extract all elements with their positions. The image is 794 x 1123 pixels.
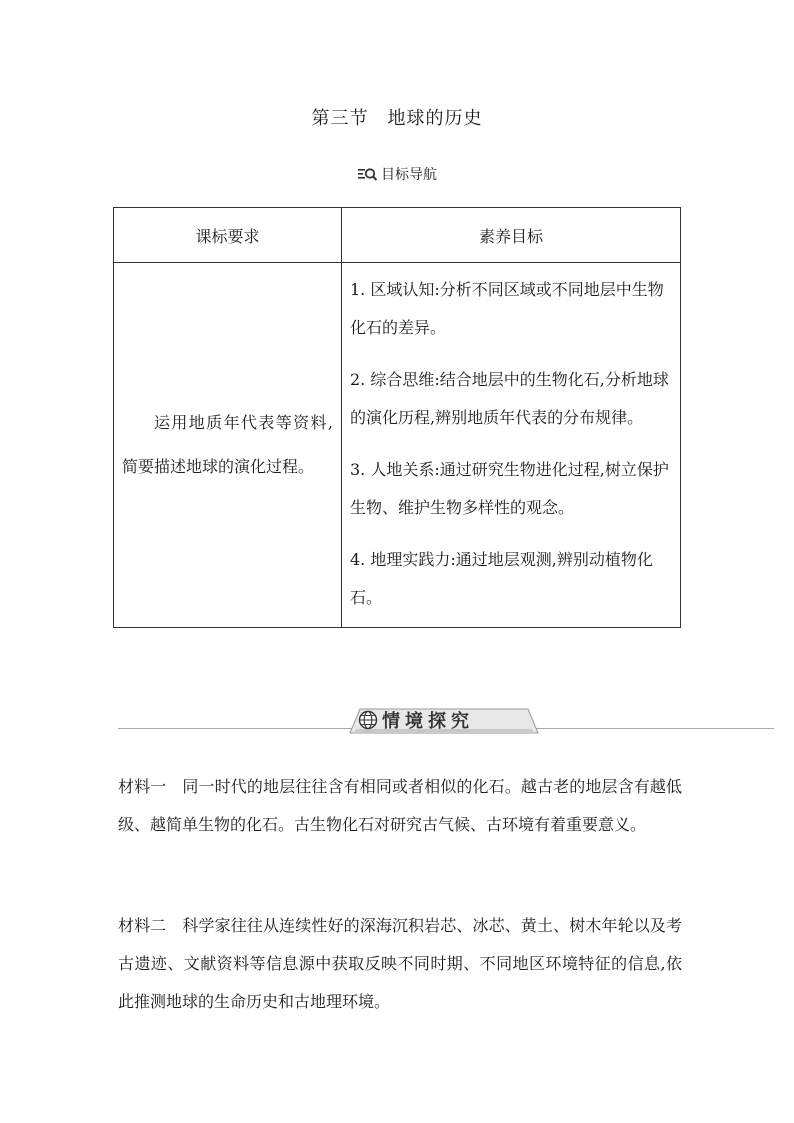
table-header-row — [114, 208, 681, 263]
material-paragraph — [118, 907, 682, 1021]
material-text: 同一时代的地层往往含有相同或者相似的化石。越古老的地层含有越低级、越简单生物的化石。古生物化石对研究古气候、古环境有着重要意义。 — [118, 777, 682, 834]
requirement-cell — [114, 263, 342, 628]
header-competency-goals: 素养目标 — [342, 208, 681, 263]
goal-item: 2. 综合思维:结合地层中的生物化石,分析地球的演化历程,辨别地质年代表的分布规律。 — [350, 370, 669, 427]
section-title: 第三节 地球的历史 — [311, 108, 483, 129]
goals-cell — [342, 263, 681, 628]
requirement-text: 运用地质年代表等资料,简要描述地球的演化过程。 — [122, 413, 333, 476]
goals-table — [113, 207, 681, 628]
nav-heading-label: 目标导航 — [381, 167, 437, 183]
section-banner — [118, 706, 774, 736]
material-text: 科学家往往从连续性好的深海沉积岩芯、冰芯、黄土、树木年轮以及考古遗迹、文献资料等信息源中获取反映不同时期、不同地区环境特征的信息,依此推测地球的生命历史和古地理环境。 — [118, 916, 682, 1011]
material-paragraph — [118, 768, 682, 844]
header-curriculum-requirement: 课标要求 — [114, 208, 342, 263]
table-body-row — [114, 263, 681, 628]
magnifier-list-icon — [357, 166, 379, 182]
goal-item: 3. 人地关系:通过研究生物进化过程,树立保护生物、维护生物多样性的观念。 — [350, 460, 669, 517]
material-label: 材料二 — [118, 916, 167, 935]
banner-label: 情境探究 — [382, 711, 474, 732]
goal-item: 4. 地理实践力:通过地层观测,辨别动植物化石。 — [350, 550, 653, 607]
target-navigation-heading — [0, 164, 794, 184]
banner-tab — [344, 706, 544, 732]
globe-icon — [358, 710, 378, 734]
material-label: 材料一 — [118, 777, 167, 796]
goal-item: 1. 区域认知:分析不同区域或不同地层中生物化石的差异。 — [350, 280, 664, 337]
